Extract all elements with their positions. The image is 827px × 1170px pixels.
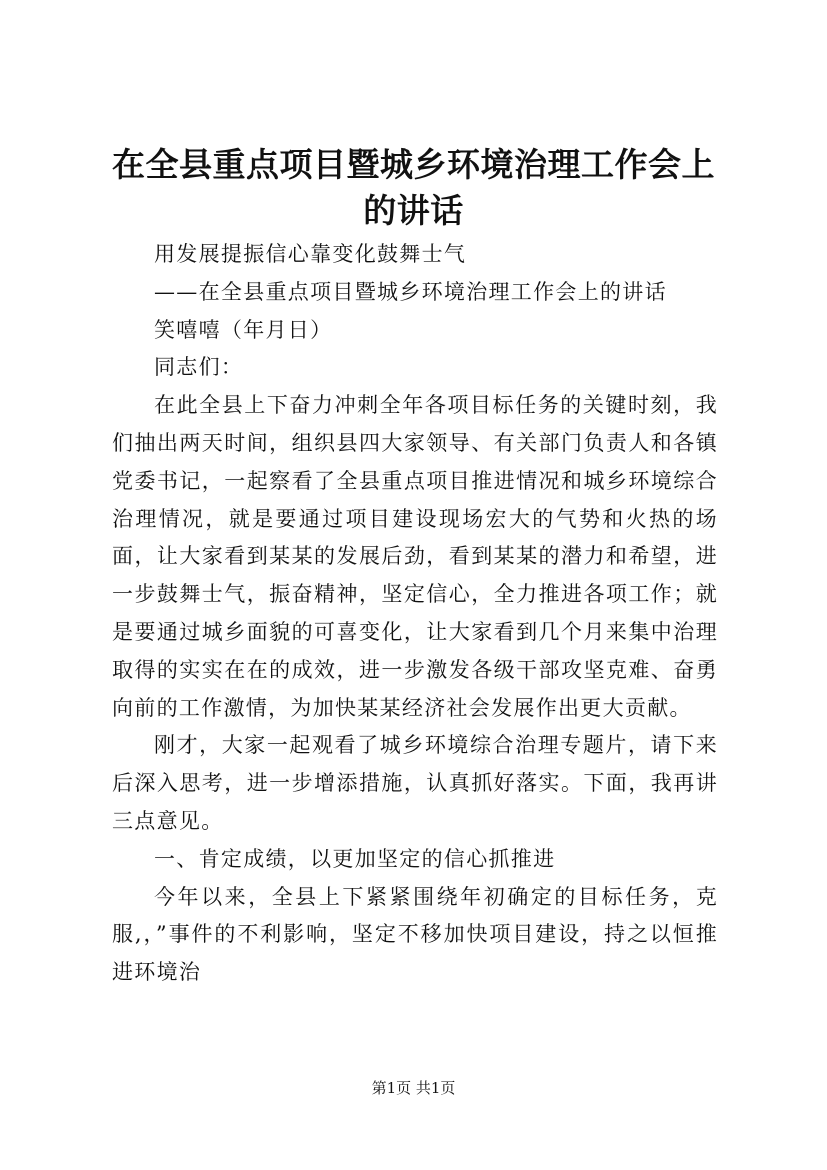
subtitle: 用发展提振信心靠变化鼓舞士气 — [154, 242, 467, 266]
page-number-footer: 第1页 共1页 — [371, 1079, 456, 1097]
document-title: 在全县重点项目暨城乡环境治理工作会上的讲话 — [112, 145, 715, 230]
speaker-line: 笑嘻嘻（年月日） — [154, 317, 333, 342]
salutation: 同志们： — [154, 355, 244, 380]
body-paragraph: 在此全县上下奋力冲刺全年各项目标任务的关键时刻，我们抽出两天时间，组织县四大家领导、有关部门负责人和各镇党委书记，一起察看了全县重点项目推进情况和城乡环境综合治理情况，就是要通过项目建设现场宏大的气势和火热的场面，让大家看到某某的发展后劲，看到某某的潜力和希望，进一步鼓舞士气，振奋精神，坚定信心，全力推进各项工作；就是要通过城乡面貌的可喜变化，让大家看到几个月来集中治理取得的实实在在的成效，进一步激发各级干部攻坚克难、奋勇向前的工作激情，为加快某某经济社会发展作出更大贡献。 — [112, 393, 718, 720]
document-body — [112, 236, 718, 992]
body-paragraph: 刚才，大家一起观看了城乡环境综合治理专题片，请下来后深入思考，进一步增添措施，认真抓好落实。下面，我再讲三点意见。 — [112, 733, 718, 833]
subtitle-note: ——在全县重点项目暨城乡环境治理工作会上的讲话 — [154, 279, 667, 304]
body-paragraph: 今年以来，全县上下紧紧围绕年初确定的目标任务，克服,，”事件的不利影响，坚定不移加快项目建设，持之以恒推进环境治 — [112, 884, 718, 985]
section-heading: 一、肯定成绩，以更加坚定的信心抓推进 — [154, 846, 556, 871]
